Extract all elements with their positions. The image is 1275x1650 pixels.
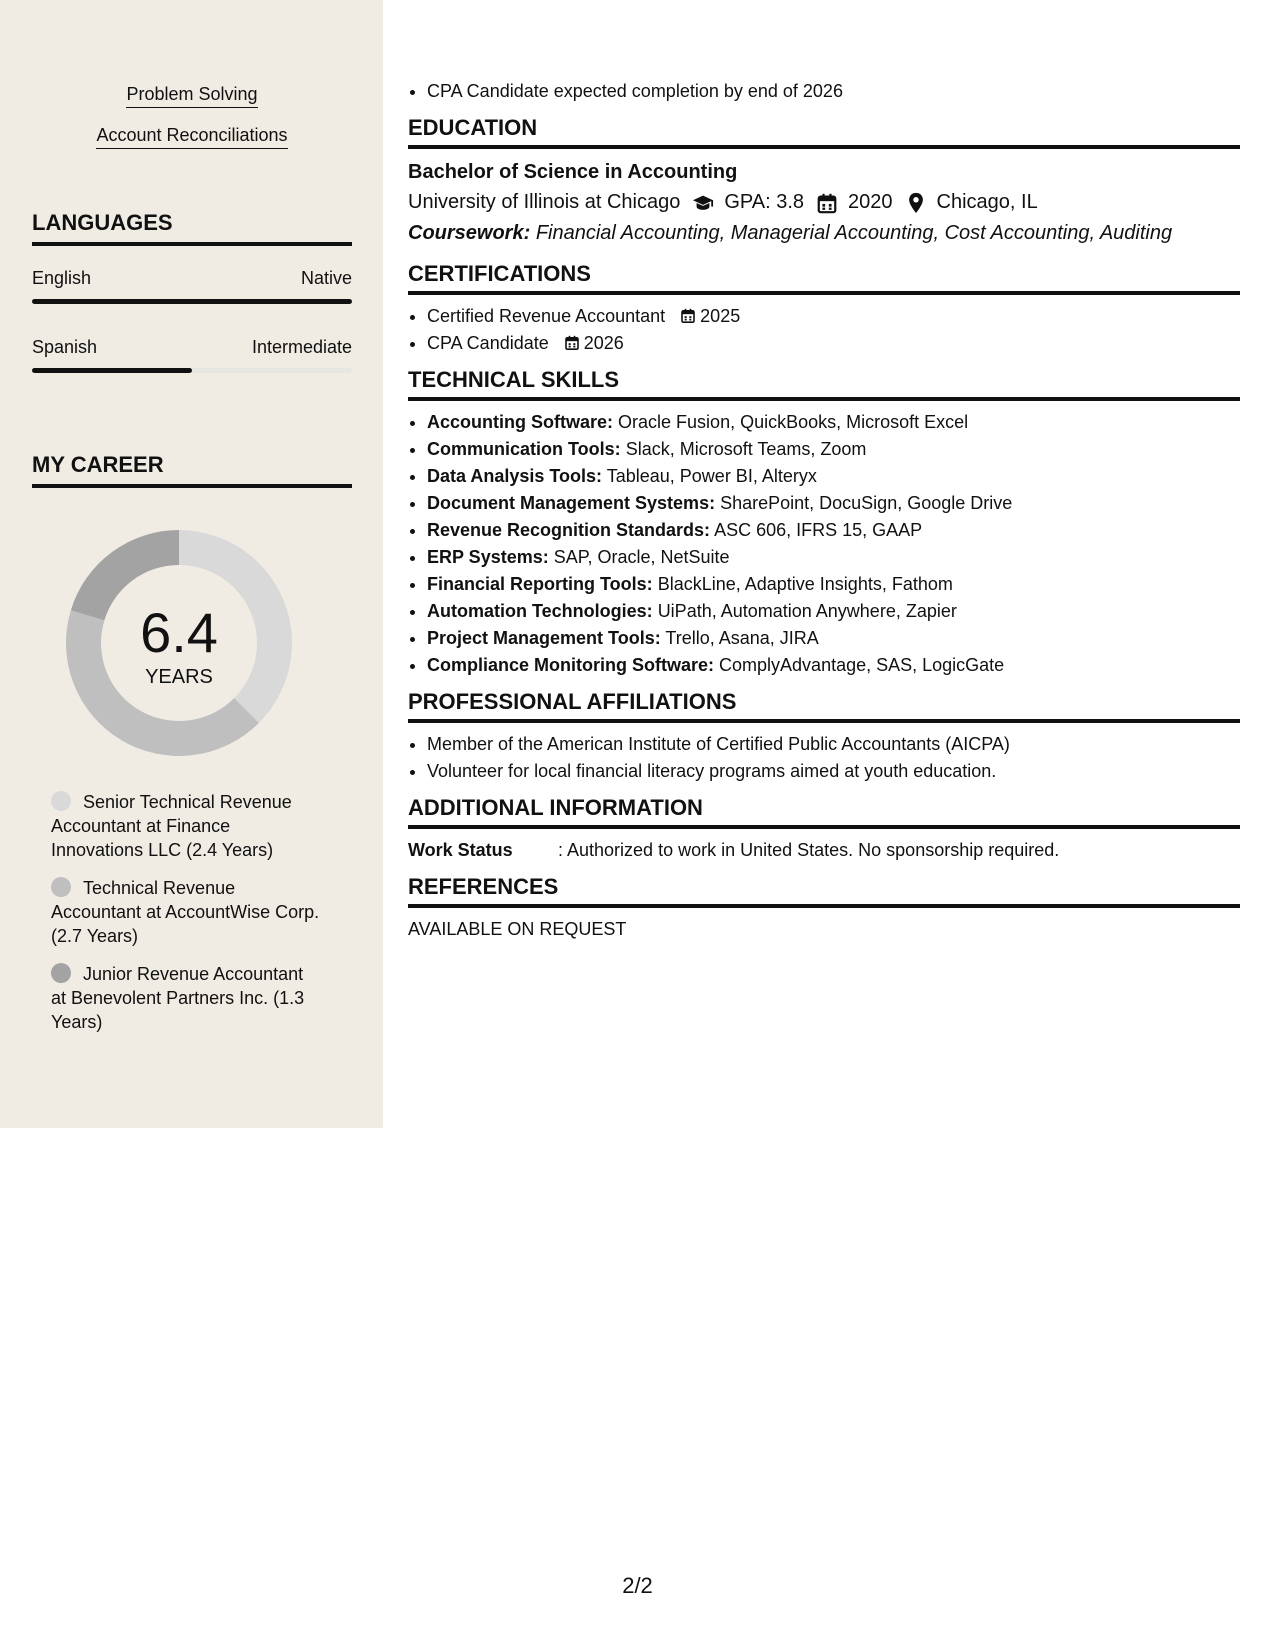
calendar-icon: [680, 307, 696, 324]
skill-value: ComplyAdvantage, SAS, LogicGate: [719, 655, 1005, 675]
legend-dot-icon: [51, 963, 71, 983]
language-level: Native: [300, 268, 352, 288]
language-bar-spanish: [32, 368, 352, 373]
language-level: Intermediate: [251, 337, 352, 357]
career-total-years: 6.4: [140, 601, 218, 664]
language-row-english: [32, 268, 352, 289]
list-item: [427, 652, 1240, 679]
top-bullet-list: [408, 78, 1240, 105]
skill-value: ASC 606, IFRS 15, GAAP: [714, 520, 923, 540]
skill-label: Compliance Monitoring Software:: [427, 655, 715, 675]
career-heading: MY CAREER: [32, 452, 352, 488]
list-item: [427, 436, 1240, 463]
career-legend: [51, 790, 321, 1048]
career-donut-chart: [66, 530, 292, 756]
skill-value: BlackLine, Adaptive Insights, Fathom: [657, 574, 953, 594]
language-row-spanish: [32, 337, 352, 358]
list-item: [427, 409, 1240, 436]
legend-dot-icon: [51, 791, 71, 811]
technical-skills-list: [408, 409, 1240, 679]
career-item: [51, 962, 321, 1034]
skill-label: Document Management Systems:: [427, 493, 716, 513]
gpa: GPA: 3.8: [724, 191, 805, 213]
skill-value: UiPath, Automation Anywhere, Zapier: [657, 601, 957, 621]
graduation-year: 2020: [848, 191, 893, 213]
skill-value: SharePoint, DocuSign, Google Drive: [720, 493, 1013, 513]
skill-label: Financial Reporting Tools:: [427, 574, 653, 594]
skill-tag: Account Reconciliations: [96, 125, 287, 149]
certifications-list: [408, 303, 1240, 357]
list-item: • Member of the American Institute of Certified Public Accountants (AICPA): [427, 731, 1240, 758]
list-item: [427, 598, 1240, 625]
education-details: [408, 187, 1240, 218]
education-heading: EDUCATION: [408, 115, 1240, 149]
references-text: AVAILABLE ON REQUEST: [408, 919, 627, 939]
skill-value: Trello, Asana, JIRA: [665, 628, 819, 648]
languages-heading: LANGUAGES: [32, 210, 352, 246]
skill-label: Accounting Software:: [427, 412, 614, 432]
location-pin-icon: [905, 192, 927, 214]
degree-title: Bachelor of Science in Accounting: [408, 161, 738, 183]
list-item: [427, 303, 1240, 330]
list-item: [427, 544, 1240, 571]
skill-value: Oracle Fusion, QuickBooks, Microsoft Excel: [618, 412, 969, 432]
career-item: [51, 790, 321, 862]
graduation-cap-icon: [692, 192, 714, 214]
work-status-row: [408, 837, 1240, 864]
skill-value: SAP, Oracle, NetSuite: [553, 547, 730, 567]
affiliations-heading: PROFESSIONAL AFFILIATIONS: [408, 689, 1240, 723]
certification-year: 2025: [700, 306, 741, 326]
certification-year: 2026: [583, 333, 624, 353]
language-bar-english: [32, 299, 352, 304]
work-status-value: : Authorized to work in United States. No sponsorship required.: [558, 840, 1060, 860]
list-item: [427, 625, 1240, 652]
list-item: [427, 517, 1240, 544]
skill-value: Slack, Microsoft Teams, Zoom: [625, 439, 867, 459]
skill-label: ERP Systems:: [427, 547, 549, 567]
skill-label: Communication Tools:: [427, 439, 621, 459]
work-status-label: Work Status: [408, 840, 513, 860]
calendar-icon: [816, 192, 838, 214]
calendar-icon: [564, 334, 580, 351]
skill-tag: Problem Solving: [126, 84, 257, 108]
language-bar-fill: [32, 368, 192, 373]
list-item: • Volunteer for local financial literacy programs aimed at youth education.: [427, 758, 1240, 785]
coursework-label: Coursework:: [408, 222, 531, 244]
language-bar-fill: [32, 299, 352, 304]
skill-label: Revenue Recognition Standards:: [427, 520, 711, 540]
school-location: Chicago, IL: [936, 191, 1038, 213]
coursework: [408, 218, 1240, 249]
list-item: [427, 463, 1240, 490]
sidebar: [0, 0, 383, 1128]
career-item-text: Technical Revenue Accountant at AccountWise Corp. (2.7 Years): [51, 878, 320, 946]
list-item: • CPA Candidate expected completion by end of 2026: [427, 78, 1240, 105]
career-item: [51, 876, 321, 948]
list-item: [427, 571, 1240, 598]
skill-label: Project Management Tools:: [427, 628, 661, 648]
legend-dot-icon: [51, 877, 71, 897]
career-item-text: Junior Revenue Accountant at Benevolent Partners Inc. (1.3 Years): [51, 964, 305, 1032]
donut-center: [66, 530, 292, 756]
language-name: English: [32, 268, 92, 288]
language-name: Spanish: [32, 337, 98, 357]
career-total-unit: YEARS: [145, 666, 213, 688]
main-content: [408, 78, 1240, 943]
skill-label: Data Analysis Tools:: [427, 466, 603, 486]
certifications-heading: CERTIFICATIONS: [408, 261, 1240, 295]
coursework-list: Financial Accounting, Managerial Accounting, Cost Accounting, Auditing: [535, 222, 1173, 244]
skill-tags: [32, 84, 352, 166]
additional-info-heading: ADDITIONAL INFORMATION: [408, 795, 1240, 829]
page-number: 2/2: [622, 1573, 653, 1598]
list-item: [427, 490, 1240, 517]
technical-skills-heading: TECHNICAL SKILLS: [408, 367, 1240, 401]
skill-value: Tableau, Power BI, Alteryx: [606, 466, 817, 486]
list-item: [427, 330, 1240, 357]
certification-name: Certified Revenue Accountant: [427, 306, 666, 326]
skill-label: Automation Technologies:: [427, 601, 653, 621]
affiliations-list: [408, 731, 1240, 785]
references-heading: REFERENCES: [408, 874, 1240, 908]
certification-name: CPA Candidate: [427, 333, 549, 353]
career-item-text: Senior Technical Revenue Accountant at Finance Innovations LLC (2.4 Years): [51, 792, 292, 860]
school-name: University of Illinois at Chicago: [408, 191, 681, 213]
